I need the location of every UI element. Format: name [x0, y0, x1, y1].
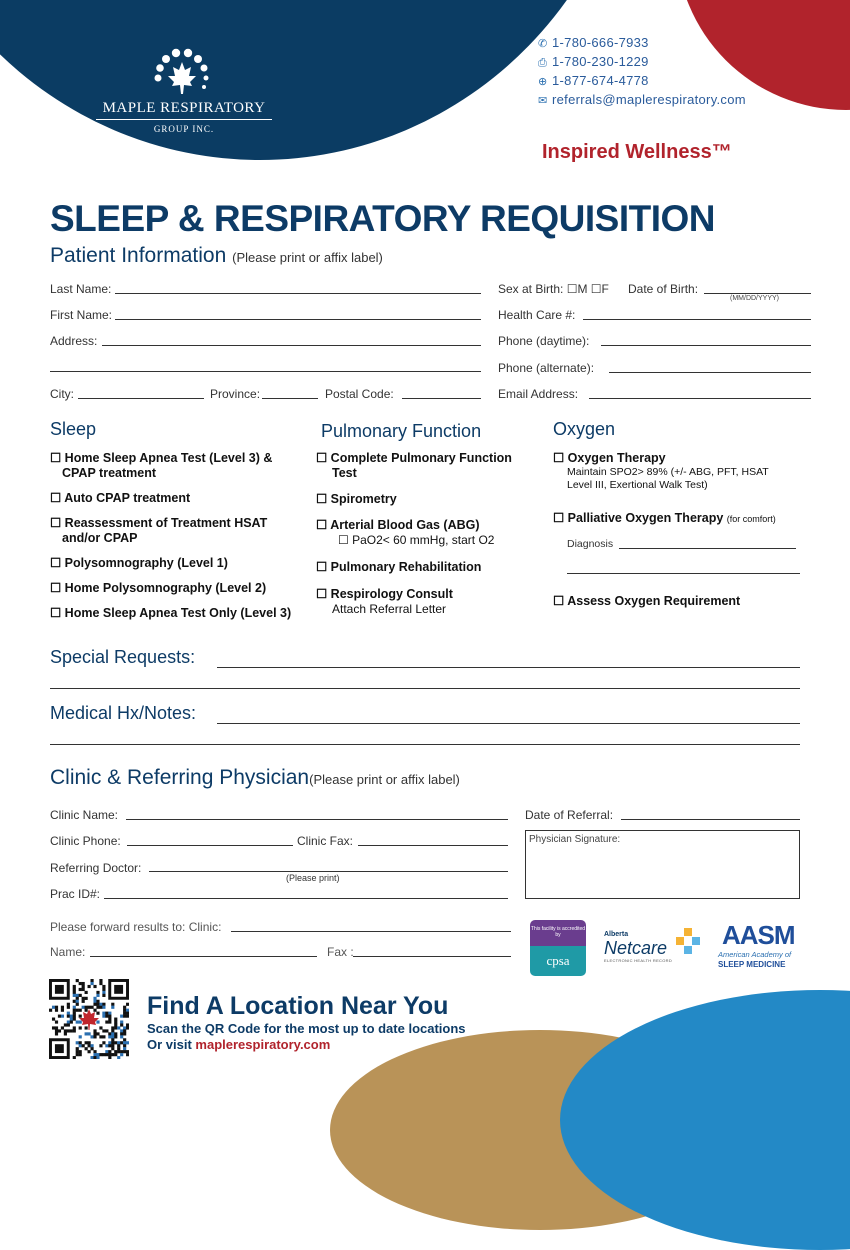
spirometry-checkbox[interactable] — [316, 492, 397, 507]
contact-fax[interactable] — [538, 54, 649, 70]
clinic-heading-text: Clinic & Referring Physician — [50, 766, 310, 789]
province-label: Province: — [210, 387, 261, 401]
contact-phone[interactable] — [538, 35, 649, 50]
patient-note: (Please print or affix label) — [232, 250, 383, 265]
pulmonary-rehab-checkbox[interactable] — [316, 560, 481, 575]
tollfree-text: 1-877-674-4778 — [552, 73, 649, 88]
special-requests-field-2[interactable] — [50, 688, 800, 689]
pulmonary-heading: Pulmonary Function — [321, 421, 482, 441]
physician-signature-box[interactable] — [525, 830, 800, 899]
please-print-note: (Please print) — [286, 873, 340, 883]
pft-complete-label-2: Test — [332, 466, 357, 480]
sleep-auto-cpap-label: ☐ Auto CPAP treatment — [50, 491, 191, 505]
address-label: Address: — [50, 334, 98, 348]
postal-label: Postal Code: — [325, 387, 394, 401]
aasm-line2: SLEEP MEDICINE — [718, 960, 786, 969]
tagline: Inspired Wellness™ — [542, 141, 732, 163]
health-care-label: Health Care #: — [498, 308, 576, 322]
medical-notes-field-2[interactable] — [50, 744, 800, 745]
scan-qr-text: Scan the QR Code for the most up to date locations — [147, 1021, 466, 1036]
abg-checkbox[interactable] — [316, 518, 494, 548]
pulmonary-rehab-label: ☐ Pulmonary Rehabilitation — [316, 560, 482, 574]
respirology-consult-label: ☐ Respirology Consult — [316, 587, 453, 601]
netcare-sub: ELECTRONIC HEALTH RECORD — [604, 958, 673, 963]
find-location-heading: Find A Location Near You — [147, 992, 449, 1020]
signature-label: Physician Signature: — [529, 834, 621, 845]
palliative-oxygen-label: ☐ Palliative Oxygen Therapy — [553, 511, 724, 525]
postal-field[interactable] — [402, 398, 481, 399]
sleep-reassessment-label-2: and/or CPAP — [62, 531, 138, 545]
brand-sub: GROUP INC. — [153, 124, 215, 134]
qr-code-icon — [49, 979, 129, 1059]
website-link[interactable]: maplerespiratory.com — [195, 1037, 331, 1052]
clinic-phone-label: Clinic Phone: — [50, 834, 121, 848]
medical-notes-label: Medical Hx/Notes: — [50, 703, 197, 723]
date-referral-label: Date of Referral: — [525, 808, 614, 822]
sleep-psg-level1-checkbox[interactable] — [50, 556, 228, 571]
referring-doctor-label: Referring Doctor: — [50, 861, 142, 875]
globe-icon: ⊕ — [538, 76, 548, 88]
health-care-field[interactable] — [583, 319, 811, 320]
sleep-hsat-cpap-label-2: CPAP treatment — [62, 466, 157, 480]
brand-name: MAPLE RESPIRATORY — [96, 100, 272, 120]
respirology-consult-checkbox[interactable] — [316, 587, 453, 617]
cpsa-badge — [530, 920, 586, 976]
visit-label: Or visit — [147, 1037, 192, 1052]
forward-fax-field[interactable] — [353, 956, 511, 957]
address-field-2[interactable] — [50, 371, 481, 372]
palliative-oxygen-checkbox[interactable] — [553, 511, 776, 527]
forward-name-field[interactable] — [90, 956, 317, 957]
contact-email[interactable] — [538, 92, 746, 107]
special-requests-field[interactable] — [217, 667, 800, 668]
first-name-field[interactable] — [115, 319, 481, 320]
address-field[interactable] — [102, 345, 481, 346]
sleep-psg-level2-label: ☐ Home Polysomnography (Level 2) — [50, 581, 267, 595]
maple-logo-icon — [150, 48, 214, 100]
clinic-name-label: Clinic Name: — [50, 808, 119, 822]
logo-wordmark — [96, 100, 272, 134]
phone-icon: ✆ — [538, 38, 548, 50]
dob-label: Date of Birth: — [628, 282, 699, 296]
sleep-hsat-cpap-label: ☐ Home Sleep Apnea Test (Level 3) & — [50, 451, 273, 465]
phone-text: 1-780-666-7933 — [552, 35, 649, 50]
dob-format: (MM/DD/YYYY) — [730, 295, 779, 302]
last-name-label: Last Name: — [50, 282, 112, 296]
pft-complete-checkbox[interactable] — [316, 451, 512, 481]
clinic-fax-field[interactable] — [358, 845, 508, 846]
diagnosis-field[interactable] — [619, 548, 796, 549]
sleep-auto-cpap-checkbox[interactable] — [50, 491, 190, 506]
medical-notes-field[interactable] — [217, 723, 800, 724]
city-label: City: — [50, 387, 74, 401]
sleep-psg-level2-checkbox[interactable] — [50, 581, 266, 596]
abg-label: ☐ Arterial Blood Gas (ABG) — [316, 518, 480, 532]
patient-heading — [50, 244, 383, 268]
assess-oxygen-checkbox[interactable] — [553, 594, 740, 609]
spirometry-label: ☐ Spirometry — [316, 492, 397, 506]
forward-results-label: Please forward results to: Clinic: — [50, 920, 222, 934]
phone-day-field[interactable] — [601, 345, 811, 346]
sleep-psg-level1-label: ☐ Polysomnography (Level 1) — [50, 556, 228, 570]
pao2-checkbox[interactable]: ☐ PaO2< 60 mmHg, start O2 — [338, 533, 495, 547]
city-field[interactable] — [78, 398, 204, 399]
cpsa-text: cpsa — [530, 946, 586, 976]
prac-id-label: Prac ID#: — [50, 887, 101, 901]
fax-text: 1-780-230-1229 — [552, 54, 649, 69]
province-field[interactable] — [262, 398, 318, 399]
email-label: Email Address: — [498, 387, 579, 401]
patient-heading-text: Patient Information — [50, 244, 227, 267]
visit-text — [147, 1037, 330, 1052]
special-requests-label: Special Requests: — [50, 647, 196, 667]
phone-alt-field[interactable] — [609, 372, 811, 373]
forward-name-label: Name: — [50, 945, 86, 959]
sex-label[interactable]: Sex at Birth: ☐M ☐F — [498, 282, 609, 296]
oxygen-therapy-note-1: Maintain SPO2> 89% (+/- ABG, PFT, HSAT — [567, 466, 769, 478]
clinic-note: (Please print or affix label) — [309, 772, 460, 787]
netcare-cross-icon — [676, 928, 700, 954]
sleep-hsat-only-label: ☐ Home Sleep Apnea Test Only (Level 3) — [50, 606, 292, 620]
respirology-consult-note: Attach Referral Letter — [332, 602, 447, 616]
cpsa-top-text: This facility is accredited by — [530, 920, 586, 946]
forward-fax-label: Fax : — [327, 945, 354, 959]
date-referral-field[interactable] — [621, 819, 800, 820]
clinic-name-field[interactable] — [126, 819, 508, 820]
dob-field[interactable] — [704, 293, 811, 294]
diagnosis-label: Diagnosis — [567, 538, 614, 550]
aasm-line1: American Academy of — [718, 950, 792, 959]
last-name-field[interactable] — [115, 293, 481, 294]
mail-icon: ✉ — [538, 95, 548, 107]
page-title: SLEEP & RESPIRATORY REQUISITION — [50, 198, 716, 239]
netcare-logo: Netcare — [604, 938, 668, 958]
phone-alt-label: Phone (alternate): — [498, 361, 595, 375]
contact-tollfree[interactable] — [538, 73, 649, 88]
oxygen-therapy-note-2: Level III, Exertional Walk Test) — [567, 479, 708, 491]
prac-id-field[interactable] — [104, 898, 508, 899]
sleep-heading: Sleep — [50, 419, 97, 439]
diagnosis-field-2[interactable] — [567, 573, 800, 574]
clinic-phone-field[interactable] — [127, 845, 293, 846]
clinic-fax-label: Clinic Fax: — [297, 834, 354, 848]
first-name-label: First Name: — [50, 308, 113, 322]
pft-complete-label: ☐ Complete Pulmonary Function — [316, 451, 512, 465]
clinic-heading — [50, 766, 460, 790]
netcare-top: Alberta — [604, 931, 629, 938]
email-field[interactable] — [589, 398, 811, 399]
oxygen-therapy-label: ☐ Oxygen Therapy — [553, 451, 666, 465]
assess-oxygen-label: ☐ Assess Oxygen Requirement — [553, 594, 741, 608]
oxygen-heading: Oxygen — [553, 419, 616, 439]
email-text: referrals@maplerespiratory.com — [552, 92, 746, 107]
qr-code[interactable] — [49, 979, 129, 1059]
sleep-hsat-only-checkbox[interactable] — [50, 606, 291, 621]
referring-doctor-field[interactable] — [149, 871, 508, 872]
printer-icon: ⎙ — [538, 57, 548, 69]
aasm-logo: AASM — [722, 920, 795, 950]
sleep-hsat-cpap-checkbox[interactable] — [50, 451, 272, 481]
palliative-oxygen-note: (for comfort) — [726, 514, 776, 524]
sleep-reassessment-checkbox[interactable] — [50, 516, 267, 546]
oxygen-therapy-checkbox[interactable] — [553, 451, 769, 492]
sleep-reassessment-label: ☐ Reassessment of Treatment HSAT — [50, 516, 268, 530]
phone-day-label: Phone (daytime): — [498, 334, 590, 348]
forward-clinic-field[interactable] — [231, 931, 511, 932]
